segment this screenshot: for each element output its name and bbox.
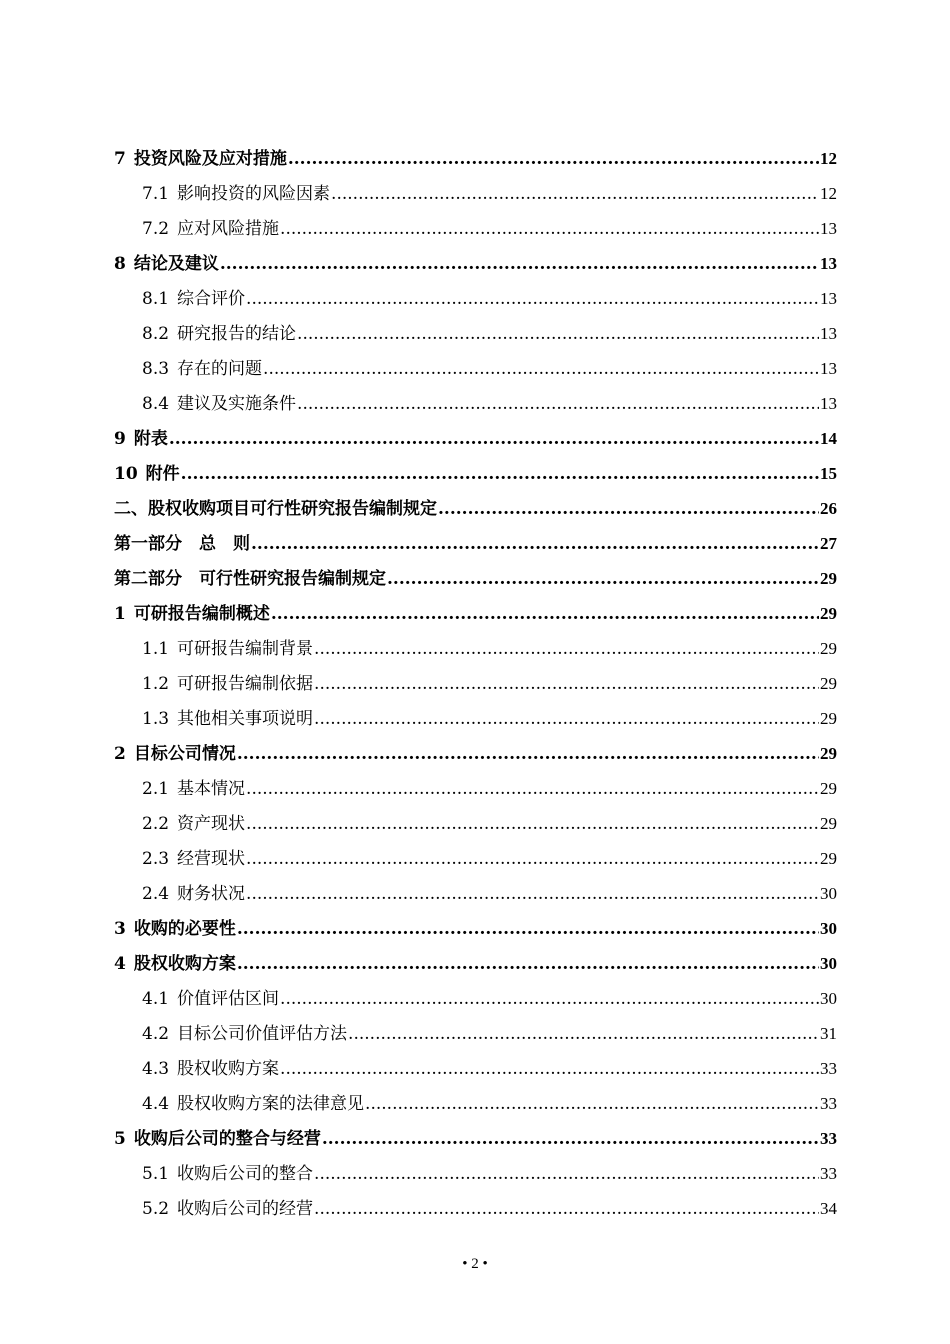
toc-entry-title: 投资风险及应对措施	[133, 149, 287, 169]
toc-entry[interactable]	[114, 561, 837, 596]
toc-entry-number: 2.3	[142, 849, 170, 869]
toc-entry-number: 1.3	[142, 709, 170, 729]
dot-leader	[246, 877, 819, 912]
dot-leader	[314, 1192, 819, 1227]
toc-entry-number: 7.2	[142, 219, 170, 239]
toc-entry-page: 33	[820, 1059, 837, 1078]
toc-entry-number: 2.2	[142, 814, 170, 834]
dot-leader	[237, 737, 819, 772]
toc-entry[interactable]	[114, 176, 837, 211]
toc-entry-title: 可研报告编制概述	[133, 604, 270, 624]
toc-entry[interactable]	[114, 876, 837, 911]
toc-entry-number: 4.4	[142, 1094, 170, 1114]
toc-entry-page: 13	[820, 219, 837, 238]
dot-leader	[314, 667, 819, 702]
dot-leader	[280, 1052, 819, 1087]
toc-entry[interactable]	[114, 141, 837, 176]
toc-entry-number: 1.2	[142, 674, 170, 694]
toc-entry-number: 4.1	[142, 989, 170, 1009]
toc-entry-page: 30	[820, 884, 837, 903]
toc-entry-number: 5.1	[142, 1164, 170, 1184]
toc-entry-page: 29	[820, 814, 837, 833]
toc-entry-title: 股权收购方案	[133, 954, 236, 974]
toc-entry-page: 13	[820, 324, 837, 343]
dot-leader	[314, 702, 819, 737]
dot-leader	[246, 807, 819, 842]
dot-leader	[246, 772, 819, 807]
toc-entry-number: 4	[114, 954, 126, 974]
toc-entry-number: 8.1	[142, 289, 170, 309]
toc-entry-number: 7.1	[142, 184, 170, 204]
toc-entry-title: 基本情况	[177, 779, 246, 799]
toc-entry-title: 经营现状	[177, 849, 246, 869]
toc-entry[interactable]	[114, 421, 837, 456]
toc-entry[interactable]	[114, 701, 837, 736]
toc-entry-number: 5.2	[142, 1199, 170, 1219]
toc-entry[interactable]	[114, 246, 837, 281]
toc-entry-title: 收购后公司的整合与经营	[133, 1129, 321, 1149]
dot-leader	[365, 1087, 819, 1122]
dot-leader	[297, 317, 819, 352]
toc-entry-title: 应对风险措施	[177, 219, 280, 239]
dot-leader	[237, 947, 819, 982]
dot-leader	[251, 527, 819, 562]
toc-entry[interactable]	[114, 666, 837, 701]
toc-entry-number: 8	[114, 254, 126, 274]
toc-entry[interactable]	[114, 806, 837, 841]
toc-entry-page: 29	[820, 604, 837, 623]
toc-entry-title: 资产现状	[177, 814, 246, 834]
toc-entry-number: 8.4	[142, 394, 170, 414]
toc-entry-title: 股权收购方案	[177, 1059, 280, 1079]
toc-entry-title: 收购后公司的整合	[177, 1164, 314, 1184]
toc-entry-title: 价值评估区间	[177, 989, 280, 1009]
toc-entry[interactable]	[114, 526, 837, 561]
toc-entry-page: 29	[820, 709, 837, 728]
toc-entry[interactable]	[114, 386, 837, 421]
toc-entry-number: 10	[114, 464, 138, 484]
toc-entry-page: 14	[820, 429, 837, 448]
toc-entry[interactable]	[114, 771, 837, 806]
toc-entry-page: 29	[820, 849, 837, 868]
toc-entry-number: 5	[114, 1129, 126, 1149]
toc-entry[interactable]	[114, 736, 837, 771]
toc-entry-title: 第一部分 总 则	[114, 534, 250, 554]
toc-entry-title: 附件	[145, 464, 180, 484]
dot-leader	[387, 562, 819, 597]
dot-leader	[271, 597, 819, 632]
toc-entry[interactable]	[114, 1156, 837, 1191]
dot-leader	[438, 492, 819, 527]
toc-entry-page: 30	[820, 989, 837, 1008]
toc-entry-title: 可研报告编制依据	[177, 674, 314, 694]
toc-entry[interactable]	[114, 211, 837, 246]
toc-entry-page: 33	[820, 1164, 837, 1183]
dot-leader	[263, 352, 819, 387]
toc-entry-title: 财务状况	[177, 884, 246, 904]
toc-entry-number: 9	[114, 429, 126, 449]
toc-entry-title: 收购后公司的经营	[177, 1199, 314, 1219]
toc-entry[interactable]	[114, 316, 837, 351]
dot-leader	[322, 1122, 819, 1157]
dot-leader	[314, 632, 819, 667]
toc-entry-page: 33	[820, 1094, 837, 1113]
toc-entry-title: 结论及建议	[133, 254, 219, 274]
toc-entry-title: 二、股权收购项目可行性研究报告编制规定	[114, 499, 437, 519]
toc-entry-title: 其他相关事项说明	[177, 709, 314, 729]
toc-entry-title: 可研报告编制背景	[177, 639, 314, 659]
toc-entry[interactable]	[114, 1051, 837, 1086]
toc-entry-number: 2.1	[142, 779, 170, 799]
dot-leader	[220, 247, 819, 282]
toc-entry-number: 8.2	[142, 324, 170, 344]
toc-entry[interactable]	[114, 491, 837, 526]
toc-entry-title: 综合评价	[177, 289, 246, 309]
toc-entry-number: 2.4	[142, 884, 170, 904]
toc-entry-page: 30	[820, 919, 837, 938]
dot-leader	[314, 1157, 819, 1192]
toc-entry-page: 29	[820, 639, 837, 658]
toc-entry-page: 30	[820, 954, 837, 973]
dot-leader	[280, 212, 819, 247]
toc-entry[interactable]	[114, 456, 837, 491]
toc-entry-page: 29	[820, 744, 837, 763]
toc-entry-number: 8.3	[142, 359, 170, 379]
dot-leader	[246, 842, 819, 877]
dot-leader	[237, 912, 819, 947]
toc-entry[interactable]	[114, 1191, 837, 1226]
dot-leader	[169, 422, 819, 457]
toc-entry[interactable]	[114, 946, 837, 981]
dot-leader	[348, 1017, 819, 1052]
toc-entry-page: 12	[820, 149, 837, 168]
toc-entry[interactable]	[114, 841, 837, 876]
toc-entry[interactable]	[114, 631, 837, 666]
toc-entry-page: 31	[820, 1024, 837, 1043]
toc-entry-page: 29	[820, 569, 837, 588]
toc-entry-title: 目标公司情况	[133, 744, 236, 764]
toc-entry-page: 13	[820, 254, 837, 273]
toc-entry-title: 影响投资的风险因素	[177, 184, 331, 204]
toc-entry[interactable]	[114, 281, 837, 316]
toc-entry-title: 股权收购方案的法律意见	[177, 1094, 365, 1114]
table-of-contents	[114, 141, 837, 1226]
toc-entry-number: 4.3	[142, 1059, 170, 1079]
toc-entry-title: 研究报告的结论	[177, 324, 297, 344]
toc-entry-number: 1	[114, 604, 126, 624]
toc-entry[interactable]	[114, 911, 837, 946]
dot-leader	[288, 142, 819, 177]
toc-entry-page: 13	[820, 359, 837, 378]
toc-entry-title: 目标公司价值评估方法	[177, 1024, 348, 1044]
dot-leader	[297, 387, 819, 422]
dot-leader	[181, 457, 819, 492]
toc-entry-number: 4.2	[142, 1024, 170, 1044]
toc-entry[interactable]	[114, 1016, 837, 1051]
toc-entry-page: 15	[820, 464, 837, 483]
toc-entry-number: 1.1	[142, 639, 170, 659]
toc-entry[interactable]	[114, 351, 837, 386]
toc-entry-page: 29	[820, 779, 837, 798]
toc-entry-title: 建议及实施条件	[177, 394, 297, 414]
toc-entry-page: 26	[820, 499, 837, 518]
toc-entry-page: 13	[820, 394, 837, 413]
toc-entry-number: 7	[114, 149, 126, 169]
toc-entry-number: 3	[114, 919, 126, 939]
dot-leader	[246, 282, 819, 317]
toc-entry-title: 收购的必要性	[133, 919, 236, 939]
toc-entry[interactable]	[114, 596, 837, 631]
page-number-footer: • 2 •	[462, 1256, 488, 1272]
toc-entry-title: 第二部分 可行性研究报告编制规定	[114, 569, 386, 589]
toc-entry-page: 29	[820, 674, 837, 693]
toc-entry-page: 12	[820, 184, 837, 203]
dot-leader	[331, 177, 819, 212]
toc-entry-title: 存在的问题	[177, 359, 263, 379]
toc-entry-number: 2	[114, 744, 126, 764]
toc-entry-page: 33	[820, 1129, 837, 1148]
toc-entry[interactable]	[114, 981, 837, 1016]
toc-entry-page: 34	[820, 1199, 837, 1218]
toc-entry-page: 13	[820, 289, 837, 308]
toc-entry-title: 附表	[133, 429, 168, 449]
toc-entry-page: 27	[820, 534, 837, 553]
toc-entry[interactable]	[114, 1086, 837, 1121]
toc-entry[interactable]	[114, 1121, 837, 1156]
dot-leader	[280, 982, 819, 1017]
